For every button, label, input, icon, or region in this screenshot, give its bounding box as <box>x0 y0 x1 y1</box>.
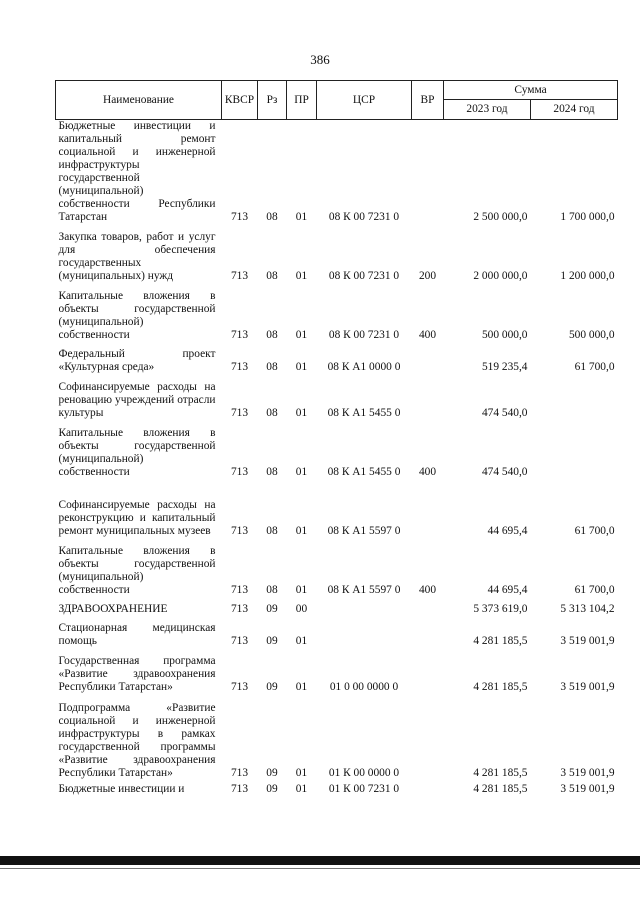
header-sum: Сумма <box>444 81 618 100</box>
row-vr <box>412 651 444 697</box>
row-pr: 01 <box>295 329 308 341</box>
row-rz: 08 <box>266 270 278 282</box>
row-vr: 200 <box>418 270 437 282</box>
header-name: Наименование <box>56 81 222 120</box>
header-2023: 2023 год <box>444 100 531 120</box>
row-sum-2024: 3 519 001,9 <box>560 681 615 693</box>
row-sum-2024: 5 313 104,2 <box>560 603 615 615</box>
row-pr: 01 <box>295 783 308 795</box>
row-kvsr: 713 <box>230 329 249 341</box>
row-rz: 09 <box>266 603 278 615</box>
header-csr: ЦСР <box>317 81 412 120</box>
row-kvsr: 713 <box>230 211 249 223</box>
row-rz: 08 <box>266 584 278 596</box>
row-name: Капитальные вложения в объекты государственной (муниципальной) собственности <box>58 290 216 341</box>
table-row <box>56 286 618 345</box>
row-sum-2023: 519 235,4 <box>481 361 528 373</box>
row-csr: 01 К 00 0000 0 <box>328 767 400 779</box>
row-kvsr: 713 <box>230 525 249 537</box>
table-row <box>56 377 618 423</box>
scan-edge-bar <box>0 856 640 865</box>
row-pr: 01 <box>295 270 308 282</box>
row-kvsr: 713 <box>230 466 249 478</box>
row-name: Бюджетные инвестиции и капитальный ремонт социальной и инженерной инфраструктуры государственной (муниципальной) собственности Республики Татарстан <box>58 120 216 223</box>
row-kvsr: 713 <box>230 584 249 596</box>
row-kvsr: 713 <box>230 767 249 779</box>
table-row <box>56 697 618 783</box>
table-row <box>56 651 618 697</box>
row-csr <box>317 619 412 651</box>
row-pr: 01 <box>295 407 308 419</box>
row-pr: 01 <box>295 466 308 478</box>
row-rz: 08 <box>266 329 278 341</box>
row-sum-2023: 5 373 619,0 <box>473 603 528 615</box>
row-rz: 09 <box>266 767 278 779</box>
row-name: Стационарная медицинская помощь <box>58 622 216 647</box>
budget-table <box>55 80 618 803</box>
row-sum-2024: 3 519 001,9 <box>560 635 615 647</box>
row-kvsr: 713 <box>230 407 249 419</box>
row-pr: 01 <box>295 635 308 647</box>
row-rz: 08 <box>266 361 278 373</box>
row-sum-2024: 1 700 000,0 <box>560 211 615 223</box>
row-kvsr: 713 <box>230 603 249 615</box>
row-name: Государственная программа «Развитие здравоохранения Республики Татарстан» <box>58 655 216 693</box>
row-name: Софинансируемые расходы на реновацию учреждений отрасли культуры <box>58 381 216 419</box>
row-sum-2024: 3 519 001,9 <box>560 783 615 795</box>
row-csr: 08 К А1 5455 0 <box>327 466 401 478</box>
row-sum-2023: 4 281 185,5 <box>473 635 528 647</box>
table-row <box>56 423 618 482</box>
table-row <box>56 600 618 619</box>
row-sum-2024: 500 000,0 <box>568 329 615 341</box>
row-pr: 01 <box>295 681 308 693</box>
row-name: Капитальные вложения в объекты государственной (муниципальной) собственности <box>58 545 216 596</box>
row-csr: 01 0 00 0000 0 <box>329 681 399 693</box>
row-sum-2023: 474 540,0 <box>481 466 528 478</box>
row-name: Федеральный проект «Культурная среда» <box>58 348 216 373</box>
row-vr: 400 <box>418 466 437 478</box>
row-rz: 08 <box>266 211 278 223</box>
row-sum-2023: 4 281 185,5 <box>473 681 528 693</box>
row-vr <box>412 783 444 803</box>
row-name: Капитальные вложения в объекты государственной (муниципальной) собственности <box>58 427 216 478</box>
row-sum-2024: 61 700,0 <box>574 525 615 537</box>
row-name: ЗДРАВООХРАНЕНИЕ <box>58 603 168 615</box>
row-csr: 08 К 00 7231 0 <box>328 270 400 282</box>
row-csr: 08 К А1 0000 0 <box>327 361 401 373</box>
row-rz: 08 <box>266 466 278 478</box>
table-row <box>56 541 618 600</box>
row-vr <box>412 600 444 619</box>
row-sum-2023: 44 695,4 <box>487 525 528 537</box>
table-row <box>56 227 618 286</box>
row-vr: 400 <box>418 329 437 341</box>
row-csr: 08 К А1 5455 0 <box>327 407 401 419</box>
row-csr: 08 К 00 7231 0 <box>328 211 400 223</box>
row-vr <box>412 482 444 541</box>
table-row <box>56 619 618 651</box>
row-vr <box>412 377 444 423</box>
row-csr: 08 К 00 7231 0 <box>328 329 400 341</box>
row-csr: 08 К А1 5597 0 <box>327 584 401 596</box>
header-2024: 2024 год <box>531 100 618 120</box>
row-sum-2023: 4 281 185,5 <box>473 783 528 795</box>
table-row <box>56 783 618 803</box>
row-vr <box>412 697 444 783</box>
row-vr <box>412 120 444 228</box>
row-sum-2023: 4 281 185,5 <box>473 767 528 779</box>
row-sum-2024 <box>531 423 618 482</box>
scan-edge-line <box>0 868 640 869</box>
table-row <box>56 482 618 541</box>
row-sum-2024: 1 200 000,0 <box>560 270 615 282</box>
row-sum-2024 <box>531 377 618 423</box>
row-name: Бюджетные инвестиции и <box>58 783 185 795</box>
table-row <box>56 345 618 377</box>
table-row <box>56 120 618 228</box>
row-sum-2023: 2 000 000,0 <box>473 270 528 282</box>
row-kvsr: 713 <box>230 270 249 282</box>
row-csr: 01 К 00 7231 0 <box>328 783 400 795</box>
row-kvsr: 713 <box>230 783 249 795</box>
row-sum-2024: 61 700,0 <box>574 584 615 596</box>
row-sum-2024: 3 519 001,9 <box>560 767 615 779</box>
row-rz: 09 <box>266 635 278 647</box>
header-kvsr: КВСР <box>222 81 258 120</box>
row-rz: 08 <box>266 407 278 419</box>
row-name: Закупка товаров, работ и услуг для обеспечения государственных (муниципальных) нужд <box>58 231 216 282</box>
row-pr: 01 <box>295 584 308 596</box>
row-kvsr: 713 <box>230 681 249 693</box>
header-pr: ПР <box>287 81 317 120</box>
page-number: 386 <box>310 52 330 67</box>
row-rz: 09 <box>266 681 278 693</box>
row-pr: 00 <box>295 603 308 615</box>
row-vr: 400 <box>418 584 437 596</box>
row-sum-2023: 44 695,4 <box>487 584 528 596</box>
header-vr: ВР <box>412 81 444 120</box>
row-csr: 08 К А1 5597 0 <box>327 525 401 537</box>
header-rz: Рз <box>258 81 287 120</box>
row-csr <box>317 600 412 619</box>
row-pr: 01 <box>295 211 308 223</box>
row-kvsr: 713 <box>230 361 249 373</box>
row-sum-2023: 2 500 000,0 <box>473 211 528 223</box>
row-pr: 01 <box>295 767 308 779</box>
row-kvsr: 713 <box>230 635 249 647</box>
row-vr <box>412 345 444 377</box>
row-vr <box>412 619 444 651</box>
row-pr: 01 <box>295 361 308 373</box>
row-rz: 09 <box>266 783 278 795</box>
row-pr: 01 <box>295 525 308 537</box>
row-sum-2023: 474 540,0 <box>481 407 528 419</box>
row-sum-2024: 61 700,0 <box>574 361 615 373</box>
row-sum-2023: 500 000,0 <box>481 329 528 341</box>
row-name: Подпрограмма «Развитие социальной и инженерной инфраструктуры в рамках государственной программы «Развитие здравоохранения Республики Татарстан» <box>58 702 216 779</box>
row-rz: 08 <box>266 525 278 537</box>
row-name: Софинансируемые расходы на реконструкцию и капитальный ремонт муниципальных музеев <box>58 499 216 537</box>
